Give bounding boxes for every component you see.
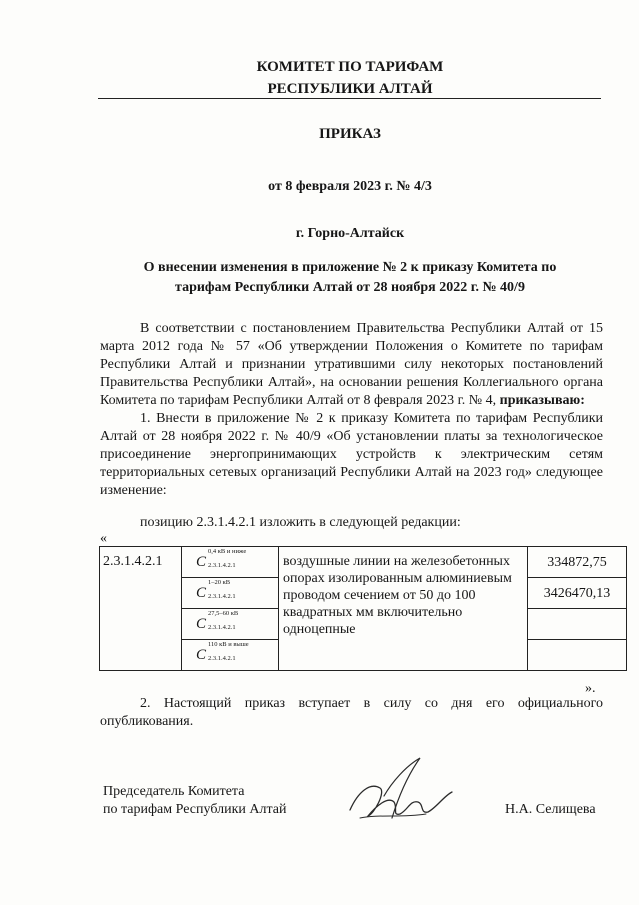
paragraph-item-2: 2. Настоящий приказ вступает в силу со дня его официального опубликования. — [100, 696, 603, 729]
paragraph-basis-text: В соответствии с постановлением Правительства Республики Алтай от 15 марта 2012 года № 57 «Об утверждении Положения о Комитете по тарифам Республики Алтай и признании утратившими силу некоторых постановлений Правительства Республики Алтай», на основании решения Коллегиального органа Комитета по тарифам Республики Алтай от 8 февраля 2023 г. № 4, — [100, 321, 603, 408]
rate-symbol-letter: C — [196, 584, 207, 601]
rate-symbol-letter: C — [196, 553, 207, 570]
quote-close: ». — [585, 681, 596, 696]
tariff-table — [99, 546, 627, 671]
signer-name: Н.А. Селищева — [505, 802, 596, 817]
handwritten-signature — [340, 752, 460, 832]
rate-symbol-cell — [182, 609, 279, 640]
rate-value-cell: 3426470,13 — [528, 578, 627, 609]
rate-value-cell — [528, 640, 627, 671]
rate-symbol-index: 2.3.1.4.2.1 — [208, 561, 236, 569]
table-row — [100, 547, 627, 578]
paragraph-basis — [100, 320, 603, 410]
rate-symbol-letter: C — [196, 646, 207, 663]
order-subject: О внесении изменения в приложение № 2 к приказу Комитета по тарифам Республики Алтай от 28 ноября 2022 г. № 40/9 — [143, 260, 557, 295]
rate-symbol-voltage: 0,4 кВ и ниже — [208, 547, 247, 555]
tariff-table-body — [100, 547, 627, 671]
org-name-line2: РЕСПУБЛИКИ АЛТАЙ — [267, 81, 433, 97]
signer-position-line2: по тарифам Республики Алтай — [103, 802, 287, 817]
order-date-number: от 8 февраля 2023 г. № 4/3 — [268, 179, 432, 194]
paragraph-position: позицию 2.3.1.4.2.1 изложить в следующей редакции: — [140, 515, 461, 530]
rate-symbol-index: 2.3.1.4.2.1 — [208, 592, 236, 600]
rate-symbol — [196, 640, 249, 664]
rate-symbol-cell — [182, 547, 279, 578]
rate-symbol — [196, 578, 236, 602]
rate-symbol-index: 2.3.1.4.2.1 — [208, 623, 236, 631]
header-divider — [98, 98, 601, 99]
rate-symbol-voltage: 110 кВ и выше — [208, 640, 249, 648]
quote-open: « — [100, 531, 107, 546]
rate-value-cell: 334872,75 — [528, 547, 627, 578]
document-title: ПРИКАЗ — [319, 126, 381, 142]
rate-symbol — [196, 609, 239, 633]
position-code-cell: 2.3.1.4.2.1 — [100, 547, 182, 671]
rate-symbol-cell — [182, 578, 279, 609]
rate-symbol-voltage: 27,5–60 кВ — [208, 609, 239, 617]
rate-symbol — [196, 547, 247, 571]
order-keyword: приказываю: — [499, 393, 585, 408]
signer-position-line1: Председатель Комитета — [103, 784, 245, 799]
rate-symbol-cell — [182, 640, 279, 671]
rate-symbol-letter: C — [196, 615, 207, 632]
org-name-line1: КОМИТЕТ ПО ТАРИФАМ — [256, 59, 444, 75]
rate-symbol-voltage: 1–20 кВ — [208, 578, 231, 586]
rate-value-cell — [528, 609, 627, 640]
order-city: г. Горно-Алтайск — [295, 226, 405, 241]
rate-symbol-index: 2.3.1.4.2.1 — [208, 654, 236, 662]
paragraph-item-1: 1. Внести в приложение № 2 к приказу Комитета по тарифам Республики Алтай от 28 ноября 2022 г. № 40/9 «Об установлении платы за технологическое присоединение энергопринимающих устройств к электрическим сетям территориальных сетевых организаций Республики Алтай на 2023 год» следующее изменение: — [100, 411, 603, 498]
description-cell: воздушные линии на железобетонных опорах изолированным алюминиевым проводом сечением от 50 до 100 квадратных мм включительно одноцепные — [279, 547, 528, 671]
